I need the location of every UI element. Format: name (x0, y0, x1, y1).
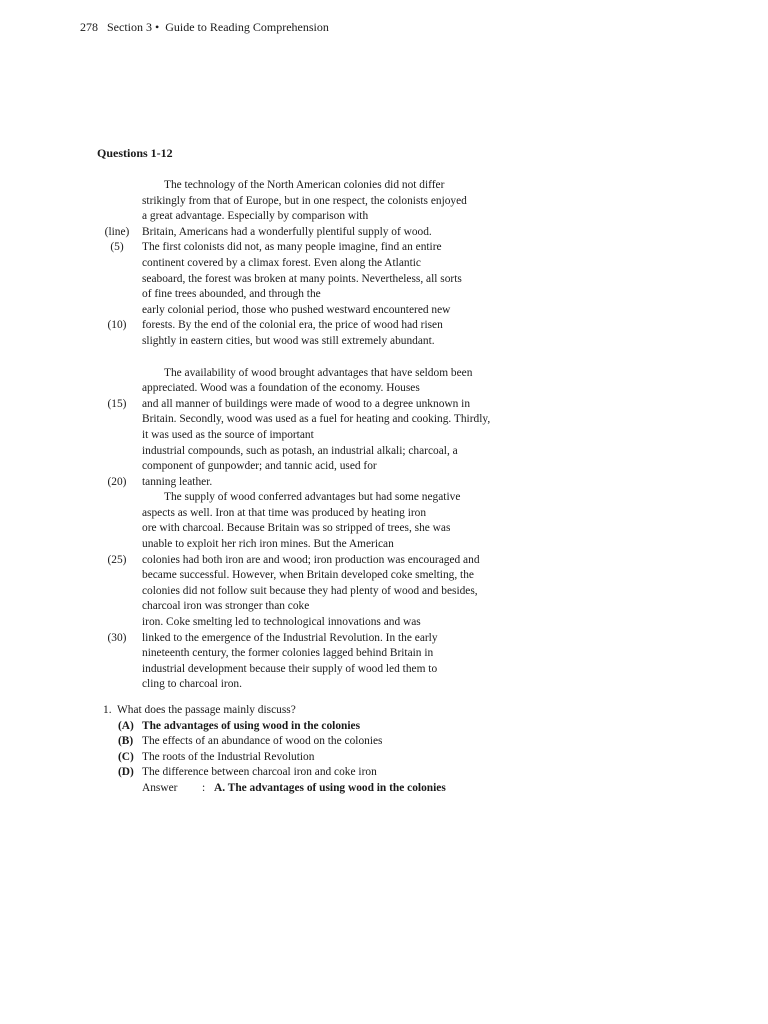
option-letter: (D) (118, 766, 134, 779)
option-letter: (A) (118, 719, 134, 732)
line-number: (30) (107, 631, 127, 644)
passage-line (97, 240, 557, 256)
passage-line (97, 272, 557, 288)
line-text: slightly in eastern cities, but wood was still extremely abundant. (142, 334, 435, 347)
passage-line (97, 256, 557, 272)
option-text: The roots of the Industrial Revolution (142, 750, 315, 763)
line-text: nineteenth century, the former colonies lagged behind Britain in (142, 647, 434, 660)
passage-line (97, 178, 557, 194)
passage-line (97, 662, 557, 678)
line-text: became successful. However, when Britain developed coke smelting, the (142, 569, 474, 582)
passage-line (97, 615, 557, 631)
line-text: colonies had both iron are and wood; iron production was encouraged and (142, 553, 480, 566)
passage-line (97, 381, 557, 397)
line-text: of fine trees abounded, and through the (142, 288, 321, 301)
option-text: The difference between charcoal iron and coke iron (142, 766, 377, 779)
passage-line (97, 506, 557, 522)
line-text: component of gunpowder; and tannic acid, used for (142, 460, 377, 473)
line-text: aspects as well. Iron at that time was produced by heating iron (142, 506, 427, 519)
line-text: unable to exploit her rich iron mines. But the American (142, 538, 394, 551)
line-text: industrial compounds, such as potash, an industrial alkali; charcoal, a (142, 444, 458, 457)
option-d (103, 765, 446, 781)
passage-line (97, 490, 557, 506)
line-text: iron. Coke smelting led to technological innovations and was (142, 616, 421, 629)
option-b (103, 734, 446, 750)
line-text: The first colonists did not, as many people imagine, find an entire (142, 241, 442, 254)
page-header (80, 20, 329, 35)
line-number: (line) (104, 225, 130, 238)
line-text: seaboard, the forest was broken at many points. Nevertheless, all sorts (142, 272, 462, 285)
passage-line (97, 428, 557, 444)
passage-line (97, 412, 557, 428)
passage-line (97, 568, 557, 584)
question-1 (103, 703, 446, 797)
passage-line (97, 303, 557, 319)
passage-line (97, 584, 557, 600)
passage-line (97, 459, 557, 475)
paragraph-gap (97, 350, 557, 366)
passage-line (97, 366, 557, 382)
questions-heading: Questions 1-12 (97, 146, 173, 160)
passage-line (97, 194, 557, 210)
question-stem-row (103, 703, 446, 719)
passage-line (97, 475, 557, 491)
option-text: The advantages of using wood in the colonies (142, 719, 361, 732)
answer-colon: : (202, 781, 206, 794)
line-text: cling to charcoal iron. (142, 678, 242, 691)
line-text: Britain. Secondly, wood was used as a fuel for heating and cooking. Thirdly, (142, 413, 491, 426)
passage-line (97, 318, 557, 334)
page-number: 278 (80, 20, 98, 34)
passage-line (97, 225, 557, 241)
question-number: 1. (103, 704, 112, 716)
option-c (103, 750, 446, 766)
line-text: appreciated. Wood was a foundation of the economy. Houses (142, 382, 420, 395)
passage-line (97, 599, 557, 615)
section-label: Section 3 • (107, 20, 160, 34)
line-text: forests. By the end of the colonial era, the price of wood had risen (142, 319, 443, 332)
line-text: ore with charcoal. Because Britain was so stripped of trees, she was (142, 522, 451, 535)
line-text: tanning leather. (142, 475, 213, 488)
line-number: (25) (107, 553, 127, 566)
passage-line (97, 287, 557, 303)
answer-text: A. The advantages of using wood in the colonies (214, 781, 446, 794)
answer-row (103, 781, 446, 797)
passage-line (97, 646, 557, 662)
line-text: The availability of wood brought advantages that have seldom been (164, 366, 473, 379)
line-text: industrial development because their supply of wood led them to (142, 662, 438, 675)
line-text: and all manner of buildings were made of wood to a degree unknown in (142, 397, 471, 410)
passage-line (97, 677, 557, 693)
line-text: continent covered by a climax forest. Even along the Atlantic (142, 256, 421, 269)
line-text: early colonial period, those who pushed westward encountered new (142, 303, 451, 316)
question-stem: What does the passage mainly discuss? (117, 704, 296, 716)
reading-passage (97, 178, 557, 693)
option-letter: (B) (118, 735, 134, 748)
option-letter: (C) (118, 750, 134, 763)
passage-line (97, 397, 557, 413)
passage-line (97, 444, 557, 460)
line-text: a great advantage. Especially by comparison with (142, 210, 369, 223)
passage-line (97, 631, 557, 647)
line-number: (15) (107, 397, 127, 410)
line-text: linked to the emergence of the Industrial Revolution. In the early (142, 631, 438, 644)
line-text: charcoal iron was stronger than coke (142, 600, 310, 613)
chapter-title: Guide to Reading Comprehension (165, 20, 329, 34)
passage-line (97, 209, 557, 225)
line-number: (10) (107, 319, 127, 332)
line-text: strikingly from that of Europe, but in one respect, the colonists enjoyed (142, 194, 467, 207)
answer-label: Answer (142, 781, 178, 794)
option-a (103, 719, 446, 735)
option-text: The effects of an abundance of wood on the colonies (142, 735, 383, 748)
line-text: it was used as the source of important (142, 428, 314, 441)
line-text: Britain, Americans had a wonderfully plentiful supply of wood. (142, 225, 432, 238)
line-number: (20) (107, 475, 127, 488)
passage-line (97, 537, 557, 553)
line-text: The technology of the North American colonies did not differ (164, 179, 445, 191)
line-number: (5) (110, 241, 124, 254)
line-text: colonies did not follow suit because they had plenty of wood and besides, (142, 584, 478, 597)
line-text: The supply of wood conferred advantages but had some negative (164, 491, 461, 504)
passage-line (97, 334, 557, 350)
passage-line (97, 553, 557, 569)
passage-line (97, 521, 557, 537)
answer-options (103, 719, 446, 781)
